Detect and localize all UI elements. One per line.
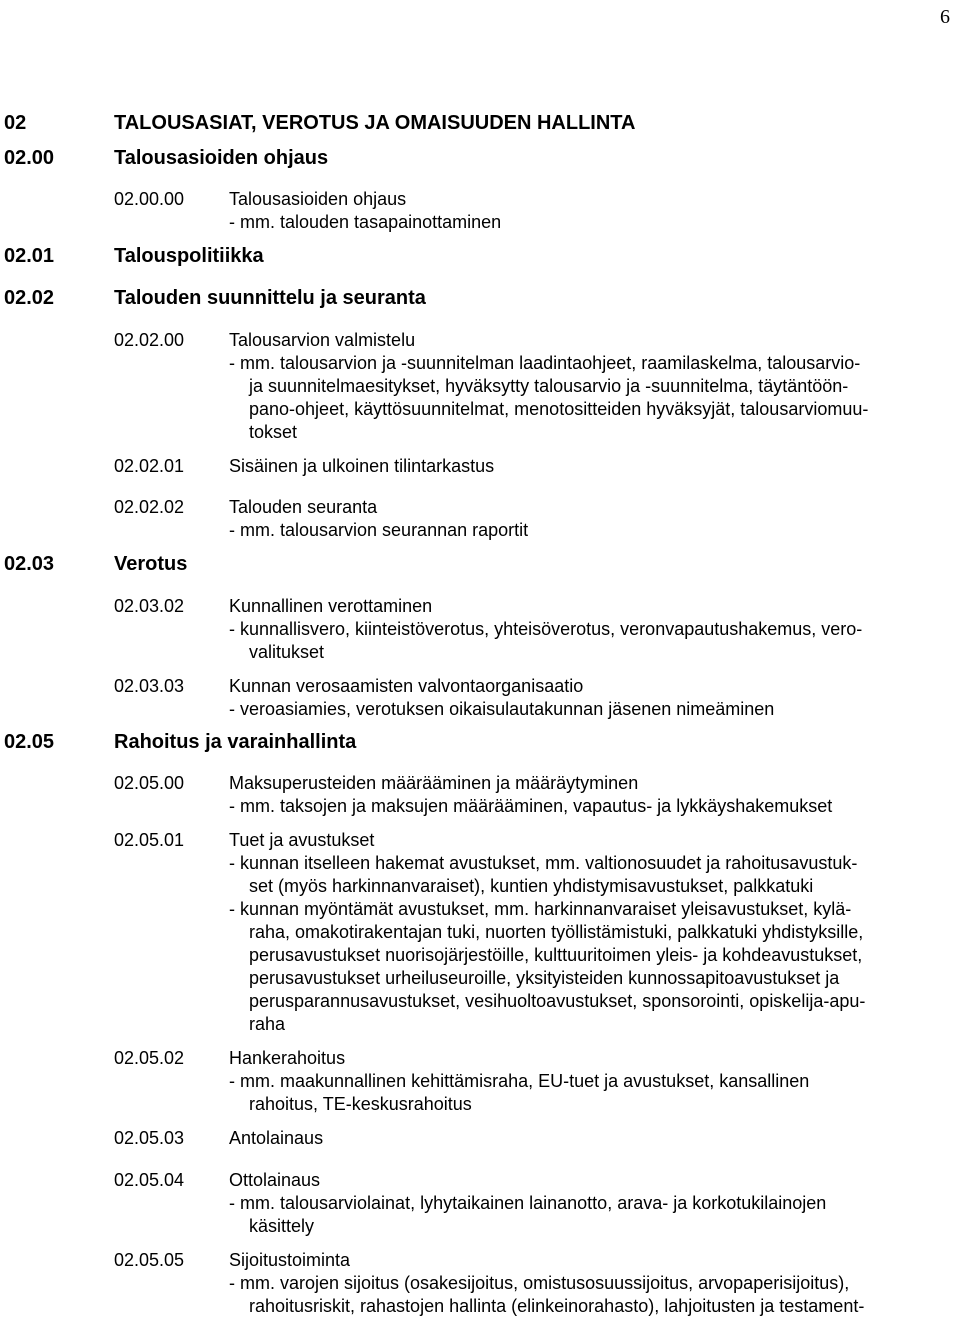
- bullet-item: - kunnan myöntämät avustukset, mm. harkinnanvaraiset yleisavustukset, kylä-: [229, 899, 852, 919]
- section-title: TALOUSASIAT, VEROTUS JA OMAISUUDEN HALLINTA: [114, 112, 636, 134]
- subsection-code: 02.05.00: [114, 773, 185, 793]
- bullet-continuation: rahoitus, TE-keskusrahoitus: [249, 1094, 472, 1114]
- section-code: 02: [4, 112, 27, 134]
- page-number: 6: [940, 6, 950, 28]
- bullet-continuation: valitukset: [249, 642, 325, 662]
- bullet-item: - mm. taksojen ja maksujen määrääminen, vapautus- ja lykkäyshakemukset: [229, 796, 833, 816]
- subsection-title: Talousasioiden ohjaus: [229, 189, 407, 209]
- bullet-item: - mm. talousarvion seurannan raportit: [229, 520, 529, 540]
- bullet-continuation: perusparannusavustukset, vesihuoltoavustukset, sponsorointi, opiskelija-apu-: [249, 991, 866, 1011]
- bullet-continuation: tokset: [249, 422, 298, 442]
- section-code: 02.03: [4, 553, 55, 575]
- subsection-code: 02.02.00: [114, 330, 185, 350]
- bullet-item: - mm. talousarvion ja -suunnitelman laadintaohjeet, raamilaskelma, talousarvio-: [229, 353, 861, 373]
- subsection-code: 02.02.01: [114, 456, 185, 476]
- subsection-code: 02.05.01: [114, 830, 185, 850]
- subsection-title: Hankerahoitus: [229, 1048, 346, 1068]
- bullet-continuation: pano-ohjeet, käyttösuunnitelmat, menotositteiden hyväksyjät, talousarviomuu-: [249, 399, 869, 419]
- subsection-code: 02.05.03: [114, 1128, 185, 1148]
- subsection-code: 02.00.00: [114, 189, 185, 209]
- section-title: Talouspolitiikka: [114, 245, 264, 267]
- bullet-item: - mm. maakunnallinen kehittämisraha, EU-tuet ja avustukset, kansallinen: [229, 1071, 810, 1091]
- bullet-continuation: raha: [249, 1014, 286, 1034]
- bullet-continuation: rahoitusriskit, rahastojen hallinta (elinkeinorahasto), lahjoitusten ja testament-: [249, 1296, 865, 1316]
- subsection-title: Ottolainaus: [229, 1170, 321, 1190]
- section-code: 02.05: [4, 731, 55, 753]
- bullet-item: - mm. varojen sijoitus (osakesijoitus, omistusosuussijoitus, arvopaperisijoitus),: [229, 1273, 850, 1293]
- bullet-item: - mm. talousarviolainat, lyhytaikainen lainanotto, arava- ja korkotukilainojen: [229, 1193, 827, 1213]
- section-title: Rahoitus ja varainhallinta: [114, 731, 357, 753]
- subsection-title: Talouden seuranta: [229, 497, 378, 517]
- subsection-code: 02.02.02: [114, 497, 185, 517]
- bullet-continuation: ja suunnitelmaesitykset, hyväksytty talousarvio ja -suunnitelma, täytäntöön-: [249, 376, 849, 396]
- bullet-item: - kunnallisvero, kiinteistöverotus, yhteisöverotus, veronvapautushakemus, vero-: [229, 619, 863, 639]
- bullet-item: - mm. talouden tasapainottaminen: [229, 212, 502, 232]
- section-code: 02.02: [4, 287, 55, 309]
- bullet-continuation: perusavustukset urheiluseuroille, yksityisteiden kunnossapitoavustukset ja: [249, 968, 840, 988]
- bullet-item: - kunnan itselleen hakemat avustukset, mm. valtionosuudet ja rahoitusavustuk-: [229, 853, 858, 873]
- subsection-code: 02.05.05: [114, 1250, 185, 1270]
- subsection-title: Kunnan verosaamisten valvontaorganisaatio: [229, 676, 584, 696]
- bullet-continuation: raha, omakotirakentajan tuki, nuorten työllistämistuki, palkkatuki yhdistyksille,: [249, 922, 864, 942]
- subsection-title: Tuet ja avustukset: [229, 830, 375, 850]
- subsection-title: Sisäinen ja ulkoinen tilintarkastus: [229, 456, 495, 476]
- subsection-title: Sijoitustoiminta: [229, 1250, 351, 1270]
- subsection-title: Kunnallinen verottaminen: [229, 596, 433, 616]
- subsection-code: 02.03.03: [114, 676, 185, 696]
- section-code: 02.01: [4, 245, 55, 267]
- subsection-title: Talousarvion valmistelu: [229, 330, 416, 350]
- section-title: Talousasioiden ohjaus: [114, 147, 329, 169]
- subsection-title: Antolainaus: [229, 1128, 324, 1148]
- bullet-continuation: set (myös harkinnanvaraiset), kuntien yhdistymisavustukset, palkkatuki: [249, 876, 814, 896]
- section-title: Verotus: [114, 553, 188, 575]
- section-title: Talouden suunnittelu ja seuranta: [114, 287, 426, 309]
- subsection-code: 02.03.02: [114, 596, 185, 616]
- subsection-code: 02.05.04: [114, 1170, 185, 1190]
- section-code: 02.00: [4, 147, 55, 169]
- subsection-title: Maksuperusteiden määrääminen ja määräytyminen: [229, 773, 639, 793]
- bullet-continuation: perusavustukset nuorisojärjestöille, kulttuuritoimen yleis- ja kohdeavustukset,: [249, 945, 863, 965]
- subsection-code: 02.05.02: [114, 1048, 185, 1068]
- bullet-continuation: käsittely: [249, 1216, 315, 1236]
- bullet-item: - veroasiamies, verotuksen oikaisulautakunnan jäsenen nimeäminen: [229, 699, 775, 719]
